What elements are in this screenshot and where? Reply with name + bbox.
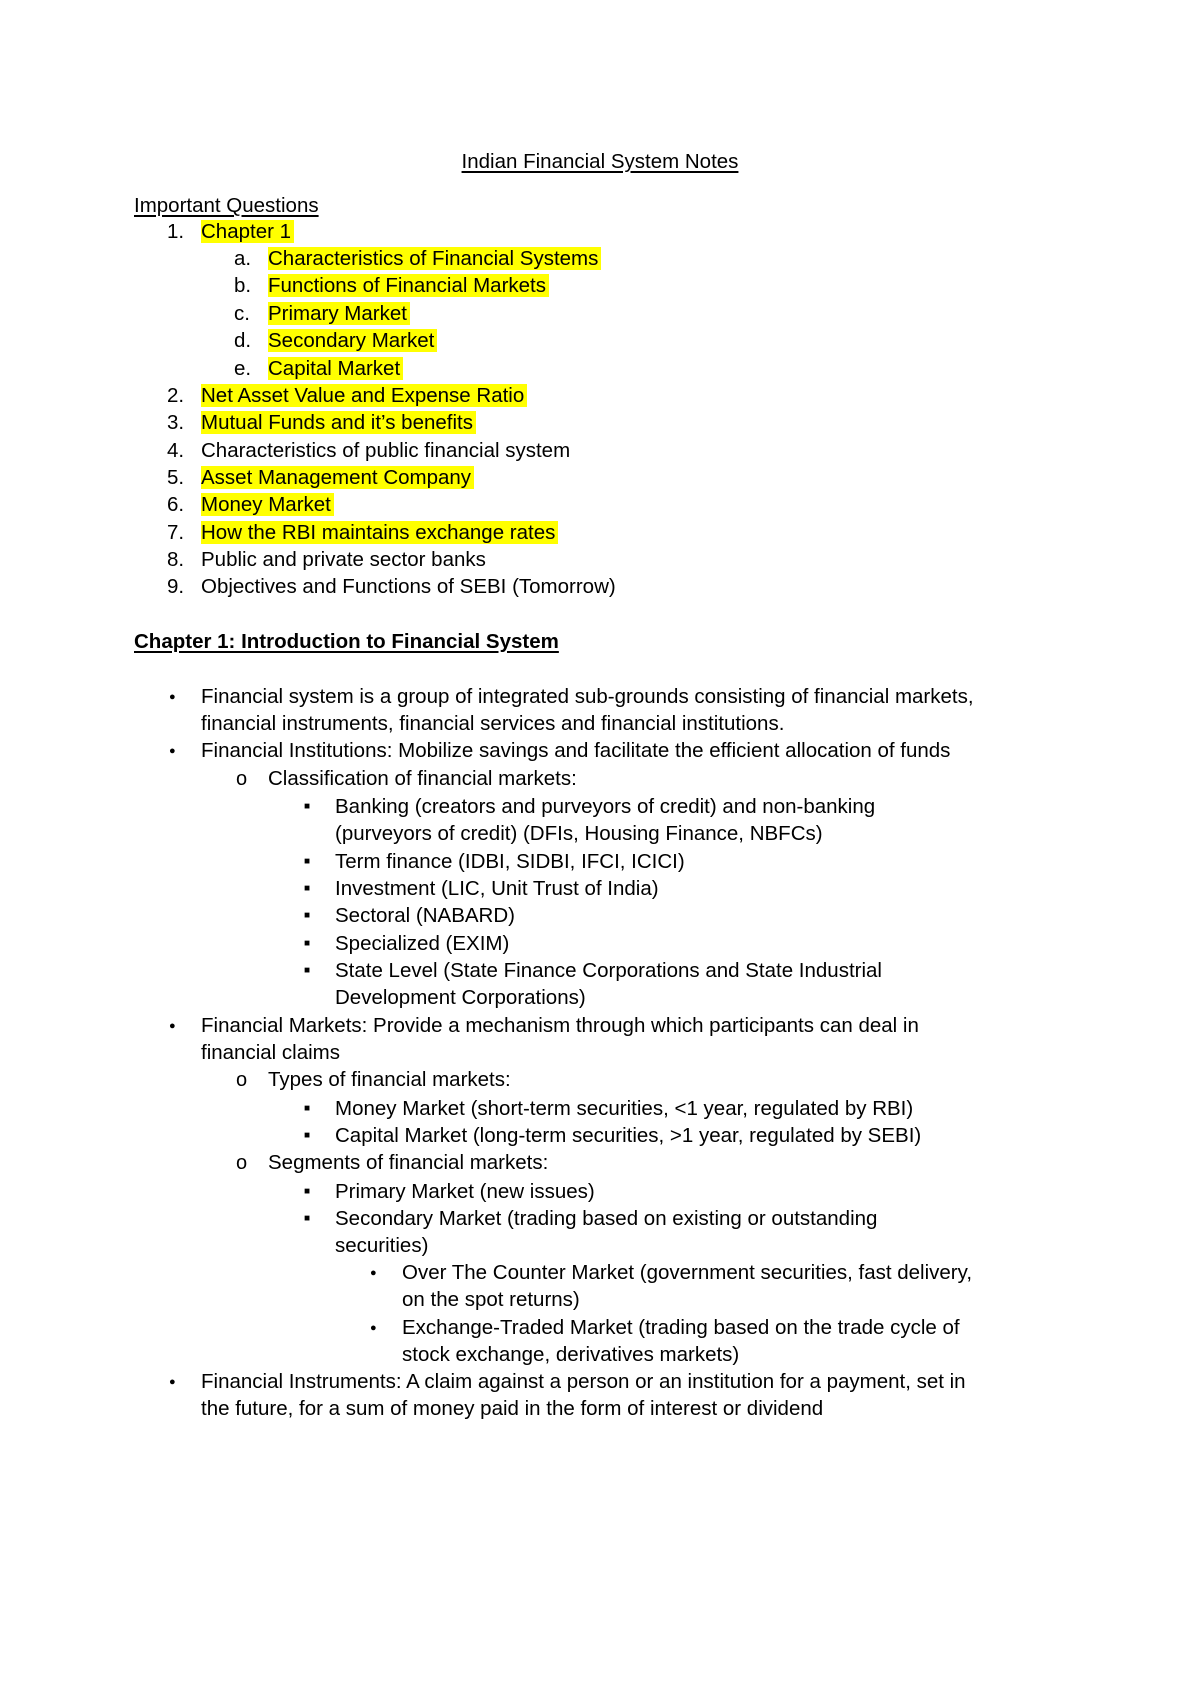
bullet-disc-icon — [370, 1315, 377, 1341]
question-text: Money Market — [201, 493, 334, 516]
question-number: 8. — [167, 548, 185, 571]
note-text: Investment (LIC, Unit Trust of India) — [335, 877, 659, 900]
bullet-circle-icon — [236, 1150, 247, 1176]
note-text: financial instruments, financial services and financial institutions. — [201, 712, 785, 735]
question-number: 6. — [167, 493, 185, 516]
bullet-disc-icon — [370, 1260, 377, 1286]
note-text: on the spot returns) — [402, 1288, 580, 1311]
note-text: stock exchange, derivatives markets) — [402, 1343, 740, 1366]
bullet-disc-icon — [169, 738, 176, 764]
bullet-square-icon — [304, 794, 310, 820]
question-text: Functions of Financial Markets — [268, 274, 549, 297]
question-text: How the RBI maintains exchange rates — [201, 521, 558, 544]
question-text: Net Asset Value and Expense Ratio — [201, 384, 527, 407]
question-number: 4. — [167, 439, 185, 462]
question-number: 1. — [167, 220, 185, 243]
bullet-square-icon — [304, 1096, 310, 1122]
note-text: Types of financial markets: — [268, 1068, 511, 1091]
note-text: securities) — [335, 1234, 429, 1257]
note-text: Exchange-Traded Market (trading based on the trade cycle of — [402, 1316, 960, 1339]
note-text: Financial Markets: Provide a mechanism through which participants can deal in — [201, 1014, 919, 1037]
note-text: the future, for a sum of money paid in the form of interest or dividend — [201, 1397, 824, 1420]
note-text: (purveyors of credit) (DFIs, Housing Finance, NBFCs) — [335, 822, 823, 845]
question-text: Objectives and Functions of SEBI (Tomorrow) — [201, 575, 616, 598]
note-text: Specialized (EXIM) — [335, 932, 510, 955]
note-text: Primary Market (new issues) — [335, 1180, 595, 1203]
bullet-disc-icon — [169, 1013, 176, 1039]
note-text: financial claims — [201, 1041, 340, 1064]
question-text: Characteristics of Financial Systems — [268, 247, 601, 270]
bullet-square-icon — [304, 1179, 310, 1205]
bullet-square-icon — [304, 931, 310, 957]
question-number: 7. — [167, 521, 185, 544]
question-letter: b. — [234, 274, 252, 297]
question-letter: a. — [234, 247, 252, 270]
note-text: Money Market (short-term securities, <1 year, regulated by RBI) — [335, 1097, 914, 1120]
question-letter: c. — [234, 302, 250, 325]
question-number: 9. — [167, 575, 185, 598]
question-text: Mutual Funds and it’s benefits — [201, 411, 476, 434]
question-letter: d. — [234, 329, 252, 352]
bullet-circle-icon — [236, 1067, 247, 1093]
note-text: Development Corporations) — [335, 986, 586, 1009]
note-text: Capital Market (long-term securities, >1 year, regulated by SEBI) — [335, 1124, 922, 1147]
bullet-square-icon — [304, 903, 310, 929]
bullet-circle-icon — [236, 766, 247, 792]
question-number: 2. — [167, 384, 185, 407]
bullet-square-icon — [304, 958, 310, 984]
note-text: Secondary Market (trading based on existing or outstanding — [335, 1207, 878, 1230]
question-text: Secondary Market — [268, 329, 437, 352]
question-text: Characteristics of public financial system — [201, 439, 571, 462]
bullet-square-icon — [304, 876, 310, 902]
note-text: Financial Instruments: A claim against a person or an institution for a payment, set in — [201, 1370, 966, 1393]
question-text: Primary Market — [268, 302, 410, 325]
question-text: Public and private sector banks — [201, 548, 486, 571]
chapter-heading: Chapter 1: Introduction to Financial System — [134, 630, 559, 653]
question-text: Chapter 1 — [201, 220, 294, 243]
note-text: Over The Counter Market (government securities, fast delivery, — [402, 1261, 973, 1284]
question-number: 5. — [167, 466, 185, 489]
bullet-square-icon — [304, 1206, 310, 1232]
note-text: Classification of financial markets: — [268, 767, 577, 790]
bullet-square-icon — [304, 1123, 310, 1149]
note-text: Sectoral (NABARD) — [335, 904, 515, 927]
bullet-square-icon — [304, 849, 310, 875]
question-text: Capital Market — [268, 357, 403, 380]
question-letter: e. — [234, 357, 252, 380]
note-text: Banking (creators and purveyors of credit) and non-banking — [335, 795, 876, 818]
question-number: 3. — [167, 411, 185, 434]
note-text: State Level (State Finance Corporations and State Industrial — [335, 959, 882, 982]
document-title: Indian Financial System Notes — [461, 150, 739, 173]
question-text: Asset Management Company — [201, 466, 474, 489]
note-text: Segments of financial markets: — [268, 1151, 549, 1174]
note-text: Financial system is a group of integrated sub-grounds consisting of financial markets, — [201, 685, 974, 708]
note-text: Term finance (IDBI, SIDBI, IFCI, ICICI) — [335, 850, 685, 873]
bullet-disc-icon — [169, 684, 176, 710]
bullet-disc-icon — [169, 1369, 176, 1395]
note-text: Financial Institutions: Mobilize savings and facilitate the efficient allocation of funds — [201, 739, 951, 762]
questions-heading: Important Questions — [134, 194, 319, 217]
